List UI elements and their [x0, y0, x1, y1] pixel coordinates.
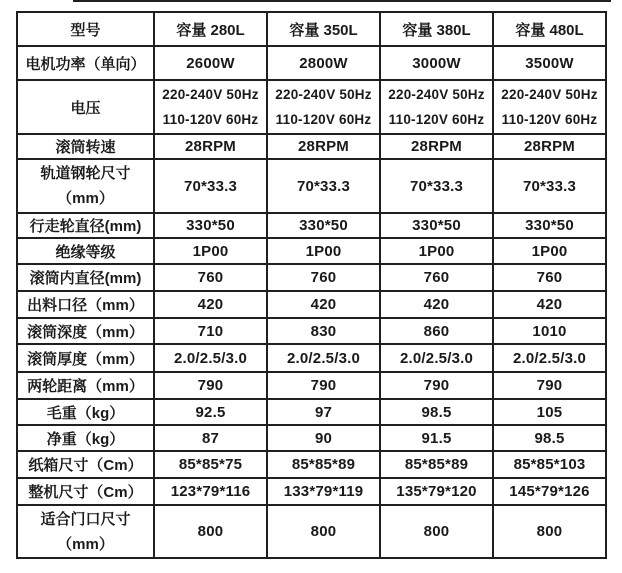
- spec-cell: 133*79*119: [267, 478, 380, 505]
- spec-cell: 145*79*126: [493, 478, 606, 505]
- spec-cell: 70*33.3: [154, 159, 267, 213]
- row-label-motor-power: 电机功率（单向）: [17, 46, 154, 80]
- spec-cell: 330*50: [154, 213, 267, 238]
- table-row-insulation-class: [17, 238, 606, 264]
- spec-cell: 70*33.3: [267, 159, 380, 213]
- spec-cell: 2600W: [154, 46, 267, 80]
- spec-cell: 1P00: [380, 238, 493, 264]
- spec-cell: 2800W: [267, 46, 380, 80]
- header-model: 型号: [17, 12, 154, 46]
- row-label-door-size: [17, 505, 154, 558]
- spec-cell: 330*50: [380, 213, 493, 238]
- row-label-carton-size: 纸箱尺寸（Cm）: [17, 451, 154, 478]
- voltage-line1: 220-240V 50Hz: [388, 87, 485, 102]
- spec-cell: 420: [154, 291, 267, 318]
- spec-cell: 70*33.3: [380, 159, 493, 213]
- spec-cell: 420: [267, 291, 380, 318]
- spec-cell: 3000W: [380, 46, 493, 80]
- spec-cell: 1P00: [154, 238, 267, 264]
- label-line2: （mm）: [57, 190, 114, 207]
- table-row-drum-inner-diameter: [17, 264, 606, 291]
- label-line1: 轨道钢轮尺寸: [40, 165, 131, 182]
- spec-cell: 800: [380, 505, 493, 558]
- row-label-net-weight: 净重（kg）: [17, 425, 154, 451]
- spec-cell: 91.5: [380, 425, 493, 451]
- spec-cell: 92.5: [154, 399, 267, 425]
- spec-cell: 2.0/2.5/3.0: [267, 344, 380, 372]
- spec-cell: 105: [493, 399, 606, 425]
- spec-cell: 830: [267, 318, 380, 344]
- spec-cell: 790: [493, 372, 606, 399]
- table-row-door-size: [17, 505, 606, 558]
- spec-table: [16, 11, 607, 559]
- spec-cell: 135*79*120: [380, 478, 493, 505]
- spec-cell: [267, 80, 380, 134]
- spec-cell: 2.0/2.5/3.0: [380, 344, 493, 372]
- spec-cell: 85*85*103: [493, 451, 606, 478]
- header-row: [17, 12, 606, 46]
- table-row-drum-thickness: [17, 344, 606, 372]
- spec-cell: 760: [380, 264, 493, 291]
- table-row-gross-weight: [17, 399, 606, 425]
- row-label-drum-speed: 滚筒转速: [17, 134, 154, 159]
- row-label-drum-inner-diameter: 滚筒内直径(mm): [17, 264, 154, 291]
- spec-cell: 28RPM: [154, 134, 267, 159]
- spec-cell: 85*85*89: [267, 451, 380, 478]
- spec-cell: 420: [380, 291, 493, 318]
- row-label-drum-thickness: 滚筒厚度（mm）: [17, 344, 154, 372]
- table-row-drum-speed: [17, 134, 606, 159]
- spec-cell: 790: [154, 372, 267, 399]
- table-row-outlet-diameter: [17, 291, 606, 318]
- table-row-drum-depth: [17, 318, 606, 344]
- spec-cell: 90: [267, 425, 380, 451]
- label-line1: 适合门口尺寸: [40, 510, 131, 528]
- spec-cell: 330*50: [267, 213, 380, 238]
- row-label-travel-wheel-diameter: 行走轮直径(mm): [17, 213, 154, 238]
- spec-cell: 97: [267, 399, 380, 425]
- table-row-track-wheel-size: [17, 159, 606, 213]
- spec-cell: 330*50: [493, 213, 606, 238]
- spec-cell: 1P00: [267, 238, 380, 264]
- spec-cell: 70*33.3: [493, 159, 606, 213]
- table-row-voltage: [17, 80, 606, 134]
- table-row-net-weight: [17, 425, 606, 451]
- spec-cell: 1010: [493, 318, 606, 344]
- table-row-machine-size: [17, 478, 606, 505]
- spec-cell: 860: [380, 318, 493, 344]
- voltage-line2: 110-120V 60Hz: [501, 112, 598, 127]
- spec-cell: 710: [154, 318, 267, 344]
- row-label-machine-size: 整机尺寸（Cm）: [17, 478, 154, 505]
- row-label-voltage: 电压: [17, 80, 154, 134]
- spec-cell: 2.0/2.5/3.0: [154, 344, 267, 372]
- spec-cell: 28RPM: [267, 134, 380, 159]
- table-row-motor-power: [17, 46, 606, 80]
- spec-cell: [493, 80, 606, 134]
- table-row-wheel-distance: [17, 372, 606, 399]
- row-label-drum-depth: 滚筒深度（mm）: [17, 318, 154, 344]
- spec-cell: 800: [493, 505, 606, 558]
- spec-cell: 98.5: [493, 425, 606, 451]
- spec-cell: [380, 80, 493, 134]
- spec-cell: 3500W: [493, 46, 606, 80]
- spec-cell: 790: [267, 372, 380, 399]
- spec-cell: 123*79*116: [154, 478, 267, 505]
- spec-cell: 790: [380, 372, 493, 399]
- spec-cell: 760: [493, 264, 606, 291]
- header-capacity-480l: 容量 480L: [493, 12, 606, 46]
- row-label-wheel-distance: 两轮距离（mm）: [17, 372, 154, 399]
- label-line2: （mm）: [57, 535, 114, 553]
- row-label-track-wheel-size: [17, 159, 154, 213]
- spec-cell: 760: [154, 264, 267, 291]
- header-capacity-380l: 容量 380L: [380, 12, 493, 46]
- voltage-line1: 220-240V 50Hz: [501, 87, 598, 102]
- spec-cell: 98.5: [380, 399, 493, 425]
- spec-cell: 85*85*75: [154, 451, 267, 478]
- row-label-outlet-diameter: 出料口径（mm）: [17, 291, 154, 318]
- row-label-insulation-class: 绝缘等级: [17, 238, 154, 264]
- spec-cell: 87: [154, 425, 267, 451]
- voltage-line1: 220-240V 50Hz: [275, 87, 372, 102]
- spec-cell: 800: [267, 505, 380, 558]
- voltage-line2: 110-120V 60Hz: [275, 112, 372, 127]
- spec-cell: 28RPM: [493, 134, 606, 159]
- spec-cell: 28RPM: [380, 134, 493, 159]
- table-row-travel-wheel-diameter: [17, 213, 606, 238]
- voltage-line1: 220-240V 50Hz: [162, 87, 259, 102]
- row-label-gross-weight: 毛重（kg）: [17, 399, 154, 425]
- header-capacity-350l: 容量 350L: [267, 12, 380, 46]
- spec-cell: [154, 80, 267, 134]
- spec-cell: 1P00: [493, 238, 606, 264]
- voltage-line2: 110-120V 60Hz: [162, 112, 259, 127]
- table-row-carton-size: [17, 451, 606, 478]
- spec-cell: 85*85*89: [380, 451, 493, 478]
- cropped-row-remnant-line: [73, 0, 611, 2]
- voltage-line2: 110-120V 60Hz: [388, 112, 485, 127]
- spec-cell: 420: [493, 291, 606, 318]
- header-capacity-280l: 容量 280L: [154, 12, 267, 46]
- spec-cell: 760: [267, 264, 380, 291]
- spec-cell: 800: [154, 505, 267, 558]
- spec-cell: 2.0/2.5/3.0: [493, 344, 606, 372]
